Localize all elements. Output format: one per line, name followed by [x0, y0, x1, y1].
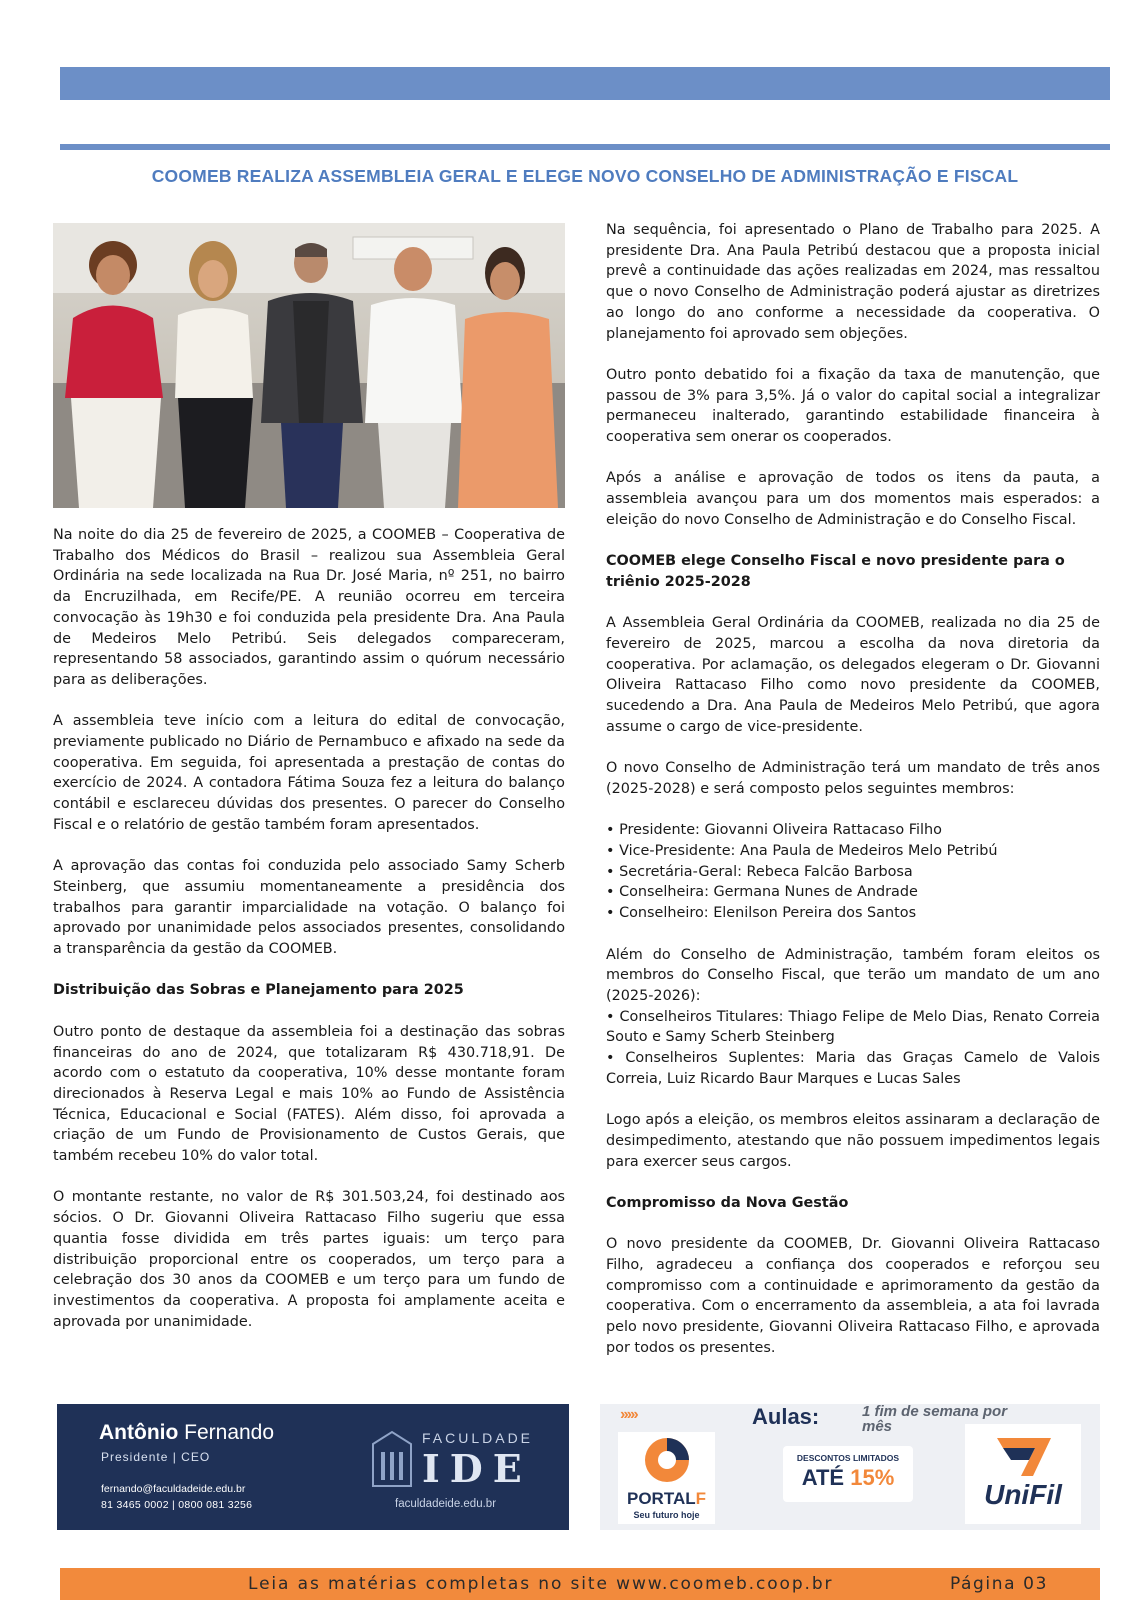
- paragraph: O novo presidente da COOMEB, Dr. Giovanni Oliveira Rattacaso Filho, agradeceu a confiança dos cooperados e reforçou seu compromisso com a continuidade e aprimoramento da gestão da cooperativa. Com o encerramento da assembleia, a ata foi lavrada pelo novo presidente, Giovanni Oliveira Rattacaso Filho, e aprovada por todos os presentes.: [606, 1236, 1100, 1356]
- discount-badge: [783, 1446, 913, 1502]
- top-banner-bar: [60, 67, 1110, 100]
- section-heading: COOMEB elege Conselho Fiscal e novo presidente para o triênio 2025-2028: [606, 553, 1065, 590]
- discount-label: DESCONTOS LIMITADOS: [796, 1453, 900, 1463]
- section-heading: Distribuição das Sobras e Planejamento para 2025: [53, 982, 464, 999]
- paragraph: A assembleia teve início com a leitura do edital de convocação, previamente publicado no Diário de Pernambuco e afixado na sede da cooperativa. Em seguida, foi apresentada a prestação de contas do exercício de 2024. A contadora Fátima Souza fez a leitura do balanço contábil e esclareceu dúvidas dos presentes. O parecer do Conselho Fiscal e o relatório de gestão também foram apresentados.: [53, 713, 565, 833]
- paragraph: A Assembleia Geral Ordinária da COOMEB, realizada no dia 25 de fevereiro de 2025, marcou a escolha da nova diretoria da cooperativa. Por aclamação, os delegados elegeram o Dr. Giovanni Oliveira Rattacaso Filho como novo presidente da COOMEB, sucedendo a Dra. Ana Paula de Medeiros Melo Petribú, que agora assume o cargo de vice-presidente.: [606, 615, 1100, 735]
- paragraph: Na sequência, foi apresentado o Plano de Trabalho para 2025. A presidente Dra. Ana Paula Petribú destacou que a proposta inicial prevê a continuidade das ações realizadas em 2024, mas ressaltou que o novo Conselho de Administração poderá ajustar as diretrizes ao longo do ano conforme a necessidade da cooperativa. O planejamento foi aprovado sem objeções.: [606, 222, 1100, 342]
- page-number: Página 03: [949, 1574, 1048, 1594]
- unifil-ad[interactable]: [600, 1404, 1100, 1530]
- ad-person-name: Antônio Fernando: [99, 1421, 275, 1444]
- paragraph: • Conselheiros Titulares: Thiago Felipe de Melo Dias, Renato Correia Souto e Samy Scherb Steinberg: [606, 1008, 1100, 1046]
- paragraph: • Conselheiros Suplentes: Maria das Graças Camelo de Valois Correia, Luiz Ricardo Baur Marques e Lucas Sales: [606, 1050, 1100, 1087]
- paragraph: Além do Conselho de Administração, também foram eleitos os membros do Conselho Fiscal, que terão um mandato de um ano (2025-2026):: [606, 946, 1100, 1004]
- list-item: • Conselheiro: Elenilson Pereira dos Santos: [606, 903, 1100, 924]
- list-item: • Vice-Presidente: Ana Paula de Medeiros Melo Petribú: [606, 841, 1100, 862]
- right-column: [606, 220, 1100, 1379]
- discount-value: ATÉ 15%: [801, 1465, 895, 1490]
- ad-weekend-text: 1 fim de semana por mês: [862, 1404, 1008, 1435]
- paragraph: Outro ponto de destaque da assembleia foi a destinação das sobras financeiras do ano de 2024, que totalizaram R$ 430.718,91. De acordo com o estatuto da cooperativa, 10% desse montante foram direcionados à Reserva Legal e mais 10% ao Fundo de Assistência Técnica, Educacional e Social (FATES). Além disso, foi aprovada a criação de um Fundo de Provisionamento de Custos Gerais, que também recebeu 10% do valor total.: [53, 1023, 565, 1165]
- paragraph: Após a análise e aprovação de todos os itens da pauta, a assembleia avançou para um dos momentos mais esperados: a eleição do novo Conselho de Administração e do Conselho Fiscal.: [606, 470, 1100, 528]
- section-heading: Compromisso da Nova Gestão: [606, 1194, 849, 1211]
- footer-read-more[interactable]: Leia as matérias completas no site www.coomeb.coop.br: [248, 1574, 834, 1594]
- ad-person-role: Presidente | CEO: [101, 1450, 211, 1464]
- board-members-list: [606, 820, 1100, 924]
- page-footer: [60, 1568, 1100, 1600]
- unifil-logo: [965, 1424, 1081, 1524]
- paragraph: A aprovação das contas foi conduzida pelo associado Samy Scherb Steinberg, que assumiu momentaneamente a presidência dos trabalhos para garantir imparcialidade na votação. O balanço foi aprovado por unanimidade pelos associados presentes, consolidando a transparência da gestão da COOMEB.: [53, 858, 565, 958]
- article-headline: COOMEB REALIZA ASSEMBLEIA GERAL E ELEGE NOVO CONSELHO DE ADMINISTRAÇÃO E FISCAL: [151, 166, 1019, 186]
- group-photo: [53, 223, 565, 508]
- paragraph: Outro ponto debatido foi a fixação da taxa de manutenção, que passou de 3% para 3,5%. Já o valor do capital social a integralizar permaneceu inalterado, garantindo estabilidade financeira à cooperativa sem onerar os cooperados.: [606, 366, 1100, 446]
- paragraph: Na noite do dia 25 de fevereiro de 2025, a COOMEB – Cooperativa de Trabalho dos Médicos do Brasil – realizou sua Assembleia Geral Ordinária na sede localizada na Rua Dr. José Maria, nº 251, no bairro da Encruzilhada, em Recife/PE. A reunião ocorreu em terceira convocação às 19h30 e foi conduzida pela presidente Dra. Ana Paula de Medeiros Melo Petribú. Seis delegados compareceram, representando 58 associados, garantindo assim o quórum necessário para as deliberações.: [53, 527, 565, 688]
- ide-logo-icon: [369, 1430, 415, 1490]
- paragraph: O montante restante, no valor de R$ 301.503,24, foi destinado aos sócios. O Dr. Giovanni Oliveira Rattacaso Filho sugeriu que essa quantia fosse dividida em três partes iguais: um terço para distribuição proporcional entre os cooperados, um terço para a celebração dos 30 anos da COOMEB e um terço para um fundo de investimentos da cooperativa. A proposta foi amplamente aceita e aprovada por unanimidade.: [53, 1189, 565, 1330]
- ad-email: fernando@faculdadeide.edu.br: [101, 1483, 246, 1495]
- portal-text: PORTALF: [626, 1489, 706, 1508]
- unifil-7-icon: [993, 1434, 1055, 1478]
- list-item: • Secretária-Geral: Rebeca Falcão Barbosa: [606, 862, 1100, 883]
- ad-phone: 81 3465 0002 | 0800 081 3256: [101, 1499, 253, 1511]
- ad-ide-logo-text: IDE: [422, 1446, 532, 1491]
- paragraph: O novo Conselho de Administração terá um mandato de três anos (2025-2028) e será composto pelos seguintes membros:: [606, 760, 1100, 797]
- list-item: • Conselheira: Germana Nunes de Andrade: [606, 882, 1100, 903]
- unifil-text: UniFil: [984, 1479, 1062, 1510]
- paragraph: Logo após a eleição, os membros eleitos assinaram a declaração de desimpedimento, atestando que não possuem impedimentos legais para exercer seus cargos.: [606, 1112, 1100, 1170]
- portal-tagline: Seu futuro hoje: [633, 1510, 700, 1520]
- ad-aulas-label: Aulas:: [752, 1404, 820, 1429]
- ad-site: faculdadeide.edu.br: [395, 1498, 497, 1510]
- portal-f-logo: [618, 1432, 715, 1524]
- faculdade-ide-ad[interactable]: [57, 1404, 569, 1530]
- arrows-icon: ›››››: [620, 1406, 637, 1423]
- header-rule: [60, 144, 1110, 150]
- left-column: [53, 525, 565, 1353]
- list-item: • Presidente: Giovanni Oliveira Rattacaso Filho: [606, 820, 1100, 841]
- ad-faculdade-label: FACULDADE: [422, 1430, 534, 1446]
- portal-f-icon: [642, 1436, 692, 1484]
